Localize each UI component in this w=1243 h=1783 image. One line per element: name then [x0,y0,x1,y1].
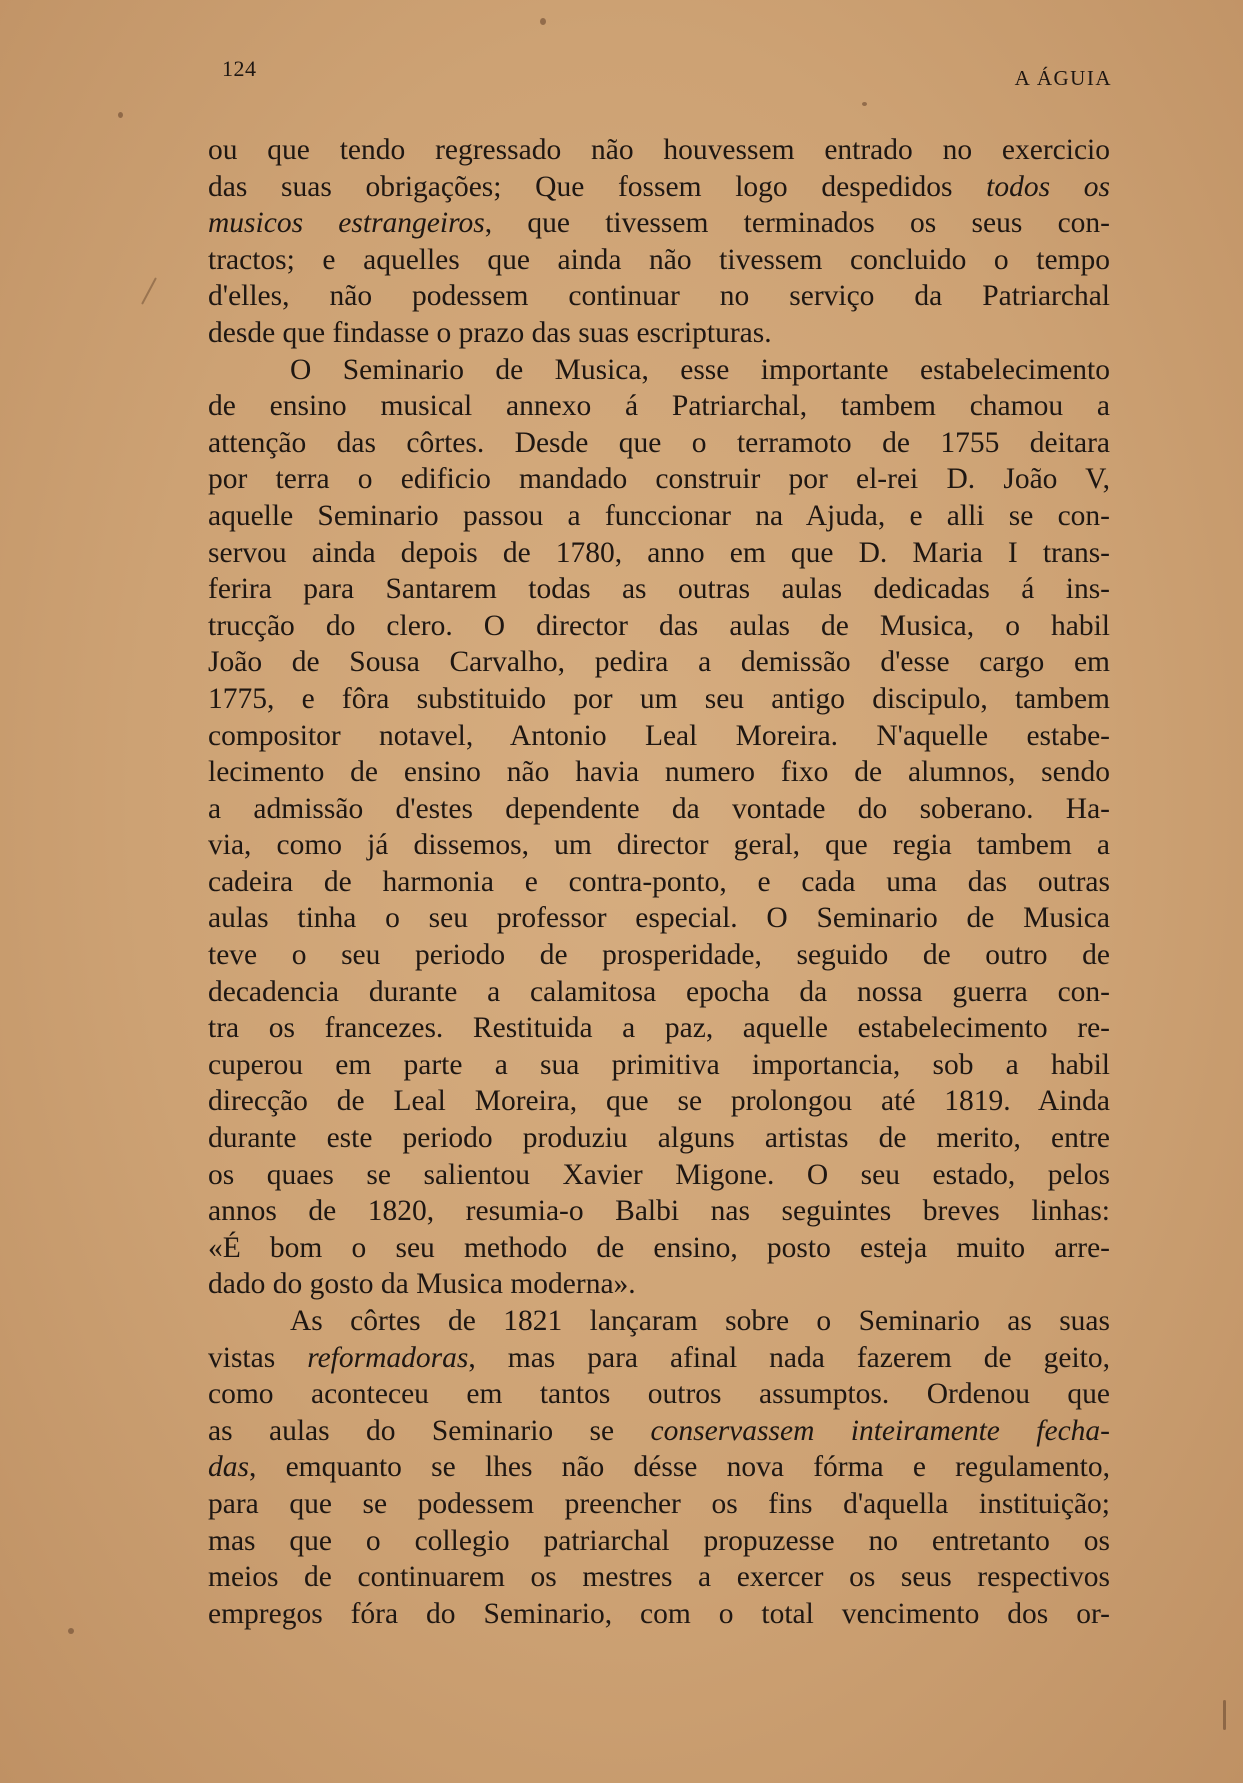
text-line [208,718,1110,755]
text-line [208,791,1110,828]
text-line [208,608,1110,645]
text-line [208,1596,1110,1633]
text-line [208,1376,1110,1413]
text-run: ou que tendo regressado não houvessem entrado no exercicio [208,134,1110,166]
text-line [208,498,1110,535]
ink-mark [141,277,157,304]
text-run: tractos; e aquelles que ainda não tivessem concluido o tempo [208,243,1110,276]
text-run: como aconteceu em tantos outros assumptos. Ordenou que [208,1378,1110,1411]
text-run: O Seminario de Musica, esse importante estabelecimento [290,353,1110,386]
text-line [208,1486,1110,1523]
text-run: por terra o edificio mandado construir por el-rei D. João V, [208,463,1110,496]
text-line [208,388,1110,425]
text-line [208,1413,1110,1450]
text-line [208,315,1110,352]
page-header [222,56,1112,96]
ink-speck [68,1628,74,1634]
text-run: As côrtes de 1821 lançaram sobre o Seminario as suas [290,1305,1110,1337]
text-line [208,535,1110,572]
text-line [208,352,1110,389]
text-run: tra os francezes. Restituida a paz, aquelle estabelecimento re- [208,1012,1110,1045]
text-run: cadeira de harmonia e contra-ponto, e cada uma das outras [208,865,1110,898]
text-run: de ensino musical annexo á Patriarchal, tambem chamou a [208,390,1110,423]
text-run: aquelle Seminario passou a funccionar na Ajuda, e alli se con- [208,499,1110,532]
text-run: mas que o collegio patriarchal propuzesse no entretanto os [208,1524,1110,1557]
italic-text: das [208,1451,249,1484]
text-run: annos de 1820, resumia-o Balbi nas seguintes breves linhas: [208,1195,1110,1228]
text-run: d'elles, não podessem continuar no serviço da Patriarchal [208,280,1110,313]
text-line [208,681,1110,718]
text-line [208,278,1110,315]
text-run: das suas obrigações; Que fossem logo despedidos [208,170,987,203]
ink-mark [1223,1700,1226,1730]
text-run: empregos fóra do Seminario, com o total vencimento dos or- [208,1597,1110,1630]
text-run: João de Sousa Carvalho, pedira a demissão d'esse cargo em [208,646,1110,679]
text-run: meios de continuarem os mestres a exercer os seus respectivos [208,1561,1110,1594]
text-line [208,827,1110,864]
text-run: via, como já dissemos, um director geral, que regia tambem a [208,829,1110,862]
text-line [208,900,1110,937]
text-line [208,1120,1110,1157]
text-line [208,1230,1110,1267]
text-run: trucção do clero. O director das aulas de Musica, o habil [208,609,1110,642]
text-run: os quaes se salientou Xavier Migone. O seu estado, pelos [208,1158,1110,1191]
text-run: para que se podessem preencher os fins d'aquella instituição; [208,1487,1110,1520]
text-line [208,1193,1110,1230]
text-line [208,864,1110,901]
text-run: a admissão d'estes dependente da vontade do soberano. Ha- [208,792,1110,825]
italic-text: conservassem inteiramente fecha- [650,1414,1110,1447]
text-run: servou ainda depois de 1780, anno em que D. Maria I trans- [208,536,1110,569]
text-run: cuperou em parte a sua primitiva importancia, sob a habil [208,1048,1110,1081]
text-line [208,205,1110,242]
text-line [208,754,1110,791]
text-line [208,1157,1110,1194]
text-line [208,1340,1110,1377]
ink-speck [540,18,546,25]
text-line [208,169,1110,206]
italic-text: todos os [986,170,1110,203]
italic-text: musicos estrangeiros [208,207,485,240]
text-line [208,1449,1110,1486]
text-line [208,1523,1110,1560]
text-line [208,132,1110,169]
text-line [208,937,1110,974]
text-run: decadencia durante a calamitosa epocha da nossa guerra con- [208,975,1110,1008]
text-line [208,1047,1110,1084]
text-line [208,974,1110,1011]
text-line [208,644,1110,681]
text-run: as aulas do Seminario se [208,1414,651,1447]
text-line [208,571,1110,608]
text-line [208,1559,1110,1596]
text-run: «É bom o seu methodo de ensino, posto esteja muito arre- [208,1231,1110,1264]
text-line [208,1266,1110,1303]
text-line [208,1010,1110,1047]
text-run: desde que findasse o prazo das suas escripturas. [208,316,772,349]
text-run: vistas [208,1341,308,1374]
text-run: lecimento de ensino não havia numero fixo de alumnos, sendo [208,756,1110,789]
text-line [208,242,1110,279]
text-line [208,425,1110,462]
text-run: 1775, e fôra substituido por um seu antigo discipulo, tambem [208,682,1110,715]
text-run: ferira para Santarem todas as outras aulas dedicadas á ins- [208,573,1110,606]
page-number: 124 [222,56,257,81]
text-run: aulas tinha o seu professor especial. O Seminario de Musica [208,902,1110,935]
text-run: direcção de Leal Moreira, que se prolongou até 1819. Ainda [208,1085,1110,1118]
text-run: teve o seu periodo de prosperidade, seguido de outro de [208,939,1110,972]
text-line [208,461,1110,498]
text-run: , emquanto se lhes não désse nova fórma e regulamento, [248,1451,1110,1484]
text-run: , que tivessem terminados os seus con- [484,207,1110,240]
ink-speck [862,102,867,106]
text-run: dado do gosto da Musica moderna». [208,1268,636,1301]
text-run: , mas para afinal nada fazerem de geito, [468,1341,1111,1374]
text-run: durante este periodo produziu alguns artistas de merito, entre [208,1122,1110,1155]
italic-text: reformadoras [307,1341,469,1374]
text-run: attenção das côrtes. Desde que o terramoto de 1755 deitara [208,426,1110,459]
text-line [208,1083,1110,1120]
ink-speck [118,112,123,118]
text-line [208,1303,1110,1340]
text-run: compositor notavel, Antonio Leal Moreira. N'aquelle estabe- [208,719,1110,752]
running-title: A ÁGUIA [1014,66,1112,90]
body-text [208,132,1110,1632]
